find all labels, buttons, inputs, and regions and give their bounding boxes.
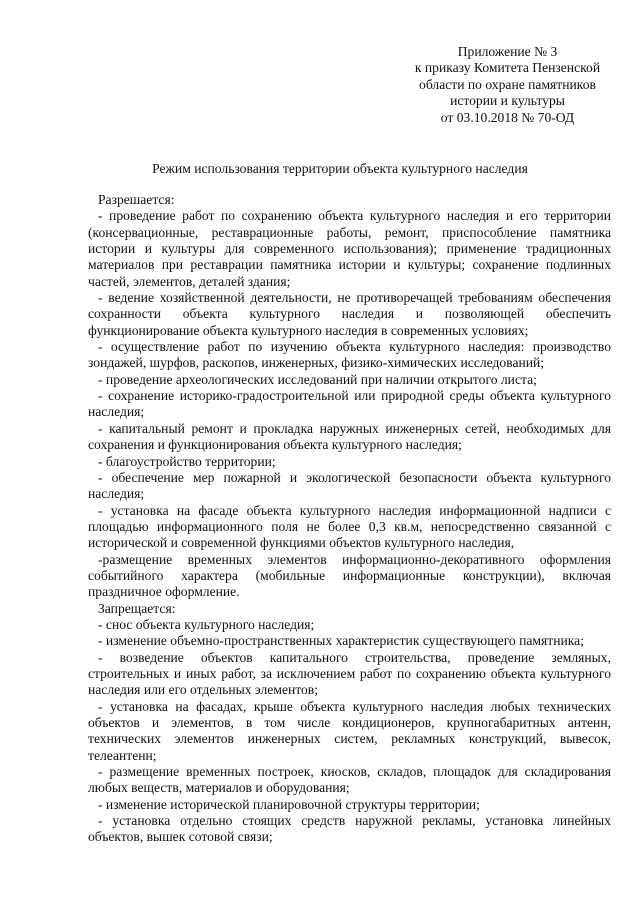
document-title: Режим использования территории объекта культурного наследия	[152, 161, 528, 176]
allowed-heading: Разрешается:	[98, 192, 175, 207]
committee-line-2: истории и культуры	[450, 93, 565, 109]
forbidden-item: - установка на фасадах, крыше объекта культурного наследия любых технических объектов и элементов, в том числе кондиционеров, крупногабаритных антенн, технических элементов инженерных систем, рекламных конструкций, вывесок, телеантенн;	[88, 698, 611, 763]
allowed-item: - сохранение историко-градостроительной или природной среды объекта культурного наследия;	[88, 388, 611, 420]
forbidden-item: - размещение временных построек, киосков, складов, площадок для складирования любых веществ, материалов и оборудования;	[88, 764, 611, 796]
forbidden-item: - установка отдельно стоящих средств наружной рекламы, установка линейных объектов, вышек сотовой связи;	[88, 813, 611, 845]
committee-line: области по охране памятников	[419, 76, 596, 92]
order-date: от 03.10.2018 № 70-ОД	[440, 109, 575, 125]
forbidden-item: - снос объекта культурного наследия;	[98, 616, 315, 632]
allowed-item: - благоустройство территории;	[98, 453, 276, 469]
allowed-item: - ведение хозяйственной деятельности, не противоречащей требованиям обеспечения сохранности объекта культурного наследия и позволяющей обеспечить функционирование объекта культурного наследия в современных условиях;	[88, 290, 611, 338]
forbidden-item: - изменение объемно-пространственных характеристик существующего памятника;	[98, 633, 584, 649]
forbidden-item: - изменение исторической планировочной структуры территории;	[98, 796, 480, 812]
allowed-item: -размещение временных элементов информационно-декоративного оформления событийного характера (мобильные информационные конструкции), включая праздничное оформление.	[88, 551, 611, 600]
allowed-item: - осуществление работ по изучению объекта культурного наследия: производство зондажей, шурфов, раскопов, инженерных, физико-химических исследований;	[88, 339, 611, 371]
appendix-header	[400, 44, 615, 126]
allowed-item: - капитальный ремонт и прокладка наружных инженерных сетей, необходимых для сохранения и функционирования объекта культурного наследия;	[88, 420, 611, 453]
allowed-item: - установка на фасаде объекта культурного наследия информационной надписи с площадью информационного поля не более 0,3 кв.м, непосредственно связанной с исторической и современной функциями объектов культурного наследия,	[88, 502, 611, 551]
forbidden-item: - возведение объектов капитального строительства, проведение земляных, строительных и иных работ, за исключением работ по сохранению объекта культурного наследия или его отдельных элементов;	[88, 649, 611, 698]
appendix-number: Приложение № 3	[457, 44, 558, 59]
order-reference-line: к приказу Комитета Пензенской	[414, 60, 601, 76]
allowed-item: - обеспечение мер пожарной и экологической безопасности объекта культурного наследия;	[88, 469, 611, 502]
document-body	[88, 192, 611, 846]
forbidden-heading: Запрещается:	[98, 600, 176, 616]
allowed-item: - проведение археологических исследований при наличии открытого листа;	[98, 371, 537, 387]
allowed-item: - проведение работ по сохранению объекта культурного наследия и его территории (консервационные, реставрационные работы, ремонт, приспособление памятника истории и культуры для современного использования); применение традиционных материалов при реставрации памятника истории и культуры; сохранение подлинных частей, элементов, деталей здания;	[88, 208, 611, 289]
